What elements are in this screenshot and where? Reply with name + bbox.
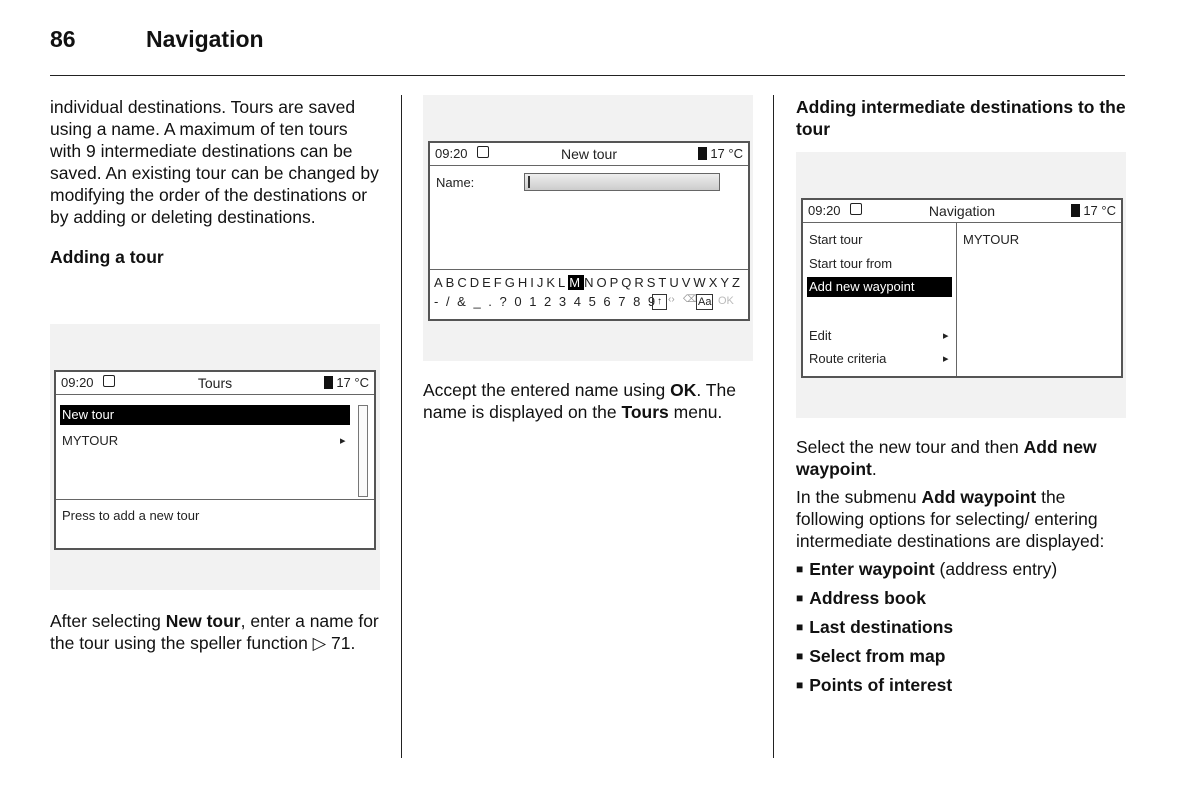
temperature: 17 °C — [324, 375, 369, 390]
screen-title: Navigation — [928, 203, 996, 219]
case-toggle-button[interactable]: Aa — [698, 296, 712, 308]
clock-time: 09:20 — [435, 146, 468, 161]
screen-title: New tour — [560, 146, 618, 162]
text-cursor — [528, 176, 530, 188]
accept-paragraph: Accept the entered name using OK. The name is displayed on the Tours menu. — [423, 380, 736, 422]
pane-divider — [956, 222, 957, 378]
hint-divider — [56, 499, 374, 500]
submenu-paragraph: In the submenu Add waypoint the following options for selecting/ entering intermediate destinations are displayed: — [796, 487, 1105, 551]
select-tour-paragraph: Select the new tour and then Add new waypoint. — [796, 437, 1097, 479]
chevron-right-icon: ▸ — [943, 353, 949, 365]
thermometer-icon — [698, 147, 707, 160]
backspace-icon[interactable]: ⌫ — [683, 294, 698, 305]
menu-item-add-new-waypoint[interactable]: Add new waypoint — [807, 277, 952, 297]
header-rule — [50, 75, 1125, 76]
speller-row-symbols[interactable]: - / & _ . ? 0 1 2 3 4 5 6 7 8 9 — [434, 294, 658, 309]
status-bar — [803, 200, 1121, 223]
arrow-ref-icon: ▷ — [312, 633, 327, 653]
list-item: ■ Select from map — [796, 645, 1126, 667]
menu-item-new-tour[interactable]: New tour — [60, 405, 350, 425]
navigation-screen — [801, 198, 1123, 378]
temperature: 17 °C — [1071, 203, 1116, 218]
list-item: ■ Points of interest — [796, 674, 1126, 696]
menu-item-start-tour[interactable]: Start tour — [809, 232, 863, 247]
status-bar — [56, 372, 374, 395]
section-title: Navigation — [146, 26, 264, 52]
scrollbar[interactable] — [358, 405, 368, 497]
page-number: 86 — [50, 26, 76, 52]
clock-time: 09:20 — [808, 203, 841, 218]
column-divider-1 — [401, 95, 402, 758]
list-item: ■ Last destinations — [796, 616, 1126, 638]
shift-up-icon[interactable]: ↑ — [652, 294, 667, 310]
intro-paragraph: individual destinations. Tours are saved using a name. A maximum of ten tours with 9 intermediate destinations can be saved. An existing tour can be changed by modifying the order of the destinations or by adding or deleting destinations. — [50, 97, 379, 227]
column-3-text — [796, 436, 1126, 703]
menu-item-edit[interactable]: Edit — [809, 328, 832, 343]
chevron-right-icon: ▸ — [943, 330, 949, 342]
thermometer-icon — [324, 376, 333, 389]
screen-title: Tours — [197, 375, 233, 391]
page-header — [50, 26, 264, 53]
name-label: Name: — [436, 175, 475, 190]
tours-screen — [54, 370, 376, 550]
thermometer-icon — [1071, 204, 1080, 217]
new-tour-screen — [428, 141, 750, 321]
speller-row-letters[interactable]: ABCDEFGHIJKLMNOPQRSTUVWXYZ — [434, 275, 743, 290]
keyboard-divider — [430, 269, 748, 270]
column-1-after — [50, 610, 380, 654]
list-item: ■ Address book — [796, 587, 1126, 609]
column-divider-2 — [773, 95, 774, 758]
column-2-text — [423, 379, 753, 423]
clock-time: 09:20 — [61, 375, 94, 390]
ok-button[interactable]: OK — [718, 295, 734, 307]
menu-item-start-tour-from[interactable]: Start tour from — [809, 256, 893, 271]
waypoint-options-list — [796, 558, 1126, 696]
temperature: 17 °C — [698, 146, 743, 161]
after-paragraph: After selecting New tour, enter a name for the tour using the speller function ▷ 71. — [50, 611, 379, 653]
tour-name[interactable]: MYTOUR — [963, 232, 1020, 247]
hint-text: Press to add a new tour — [62, 508, 200, 523]
intermediate-destinations-heading: Adding intermediate destinations to the tour — [796, 97, 1126, 139]
menu-item-mytour[interactable]: MYTOUR — [62, 433, 119, 448]
list-item: ■ Enter waypoint (address entry) — [796, 558, 1126, 580]
name-input[interactable] — [524, 173, 720, 191]
column-3-heading — [796, 96, 1126, 140]
selected-letter[interactable]: M — [569, 275, 584, 290]
chevron-right-icon: ▸ — [340, 435, 346, 447]
menu-item-route-criteria[interactable]: Route criteria — [809, 351, 887, 366]
adding-tour-heading: Adding a tour — [50, 247, 164, 267]
left-right-arrows-icon[interactable]: ‹› — [668, 294, 675, 305]
status-bar — [430, 143, 748, 166]
column-1 — [50, 96, 380, 268]
